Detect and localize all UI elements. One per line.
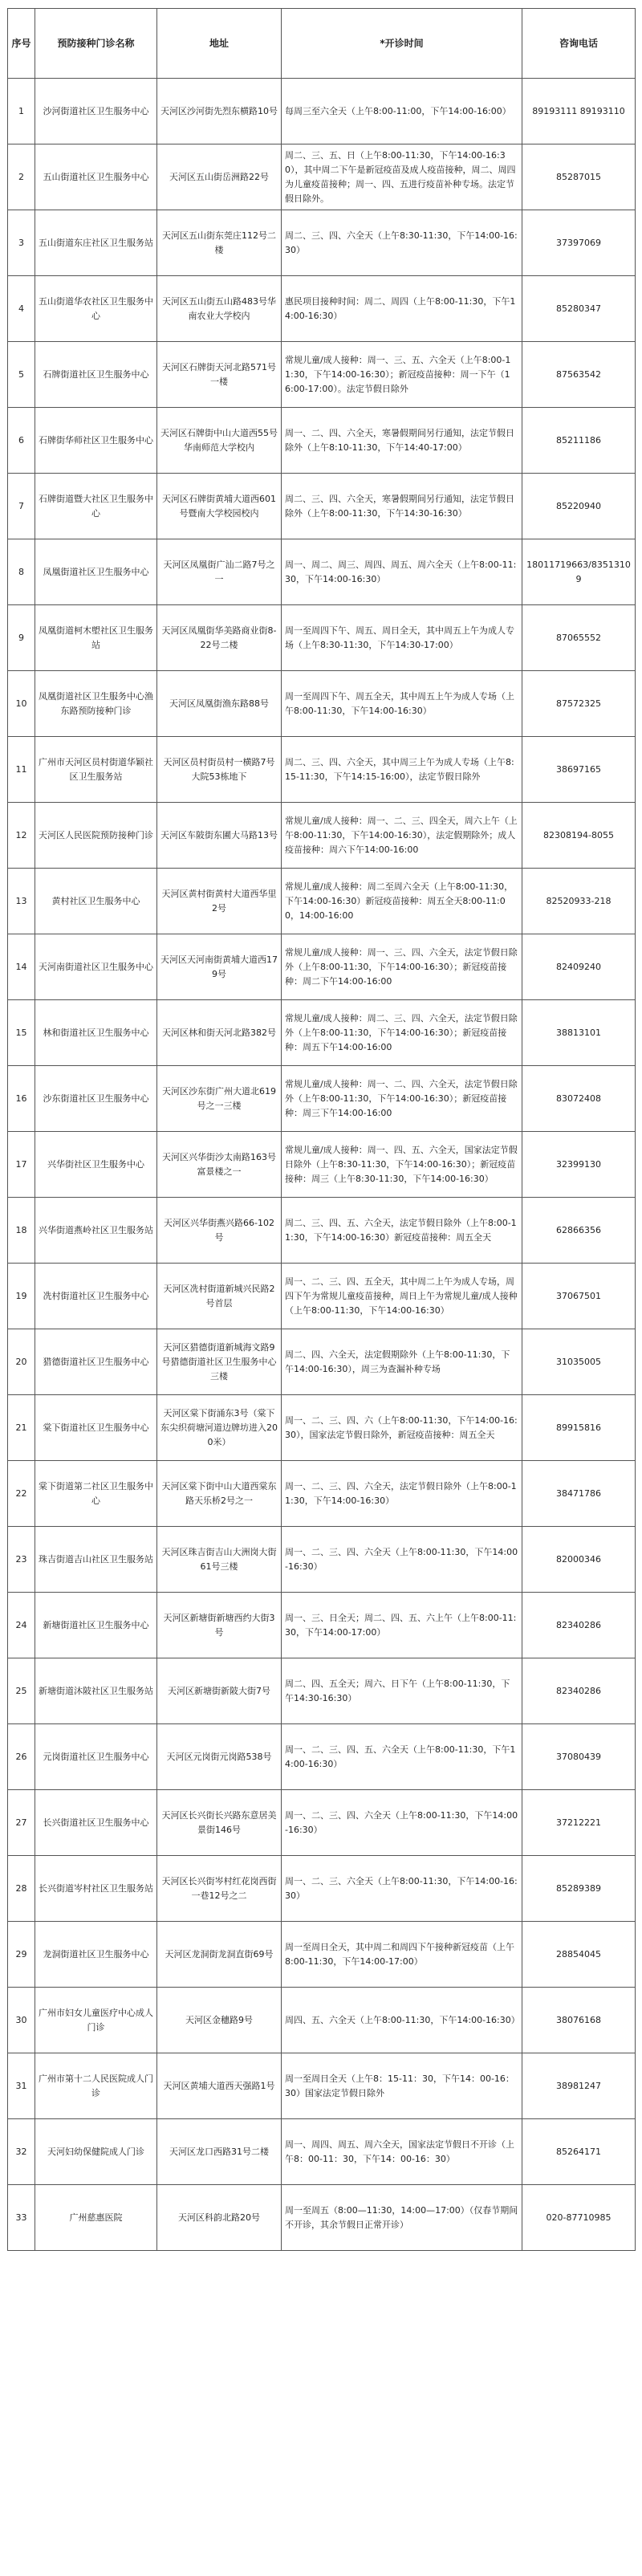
clinic-address: 天河区五山街岳洲路22号 — [157, 144, 282, 210]
row-index: 19 — [8, 1264, 35, 1329]
clinic-address: 天河区冼村街道新城兴民路2号首层 — [157, 1264, 282, 1329]
clinic-address: 天河区猎德街道新城海文路9号猎德街道社区卫生服务中心三楼 — [157, 1329, 282, 1395]
opening-hours: 周一、二、四、六全天，寒暑假期间另行通知，法定节假日除外（上午8:10-11:30，下午14:40-17:00） — [282, 408, 522, 474]
table-row — [8, 1790, 636, 1856]
table-row — [8, 144, 636, 210]
opening-hours: 周一、二、三、四、六全天，法定节假日除外（上午8:00-11:30，下午14:00-16:30） — [282, 1461, 522, 1527]
clinic-name: 长兴街道岑村社区卫生服务站 — [35, 1856, 157, 1922]
clinic-name: 凤凰街道社区卫生服务中心 — [35, 539, 157, 605]
table-row — [8, 1593, 636, 1658]
opening-hours: 周一、二、三、四、六全天（上午8:00-11:30，下午14:00-16:30） — [282, 1527, 522, 1593]
clinic-address: 天河区新塘街新塘西约大街3号 — [157, 1593, 282, 1658]
clinic-name: 凤凰街道柯木塱社区卫生服务站 — [35, 605, 157, 671]
clinic-address: 天河区五山街东莞庄112号二楼 — [157, 210, 282, 276]
clinic-address: 天河区金穗路9号 — [157, 1988, 282, 2053]
phone-number: 89915816 — [522, 1395, 636, 1461]
clinic-address: 天河区长兴街长兴路东意居美景街146号 — [157, 1790, 282, 1856]
row-index: 17 — [8, 1132, 35, 1198]
row-index: 29 — [8, 1922, 35, 1988]
phone-number: 85289389 — [522, 1856, 636, 1922]
table-row — [8, 408, 636, 474]
clinic-address: 天河区林和街天河北路382号 — [157, 1000, 282, 1066]
clinic-name: 天河南街道社区卫生服务中心 — [35, 934, 157, 1000]
phone-number: 87572325 — [522, 671, 636, 737]
clinic-address: 天河区棠下街中山大道西棠东路天乐桥2号之一 — [157, 1461, 282, 1527]
phone-number: 83072408 — [522, 1066, 636, 1132]
phone-number: 87065552 — [522, 605, 636, 671]
clinic-name: 沙东街道社区卫生服务中心 — [35, 1066, 157, 1132]
clinic-name: 凤凰街道社区卫生服务中心渔东路预防接种门诊 — [35, 671, 157, 737]
table-row — [8, 2119, 636, 2185]
header-index: 序号 — [8, 9, 35, 79]
phone-number: 18011719663/83513109 — [522, 539, 636, 605]
clinic-name: 珠吉街道吉山社区卫生服务站 — [35, 1527, 157, 1593]
row-index: 33 — [8, 2185, 35, 2251]
clinic-name: 棠下街道第二社区卫生服务中心 — [35, 1461, 157, 1527]
opening-hours: 常规儿童/成人接种：周一、二、三、四全天，周六上午（上午8:00-11:30，下午14:00-16:30），法定假期除外；成人疫苗接种：周六下午14:00-16:00 — [282, 803, 522, 869]
opening-hours: 周二、三、五、日（上午8:00-11:30，下午14:00-16:30），其中周二下午是新冠疫苗及成人疫苗接种，周二、周四为儿童疫苗接种；周一、四、五进行疫苗补种专场。法定节假日除外。 — [282, 144, 522, 210]
clinic-address: 天河区元岗街元岗路538号 — [157, 1724, 282, 1790]
clinic-address: 天河区车陂街东圃大马路13号 — [157, 803, 282, 869]
phone-number: 28854045 — [522, 1922, 636, 1988]
clinic-address: 天河区棠下街涌东3号（棠下东尖织荷塘河道边牌坊进入200米） — [157, 1395, 282, 1461]
opening-hours: 周二、三、四、六全天，其中周三上午为成人专场（上午8:15-11:30，下午14:15-16:00），法定节假日除外 — [282, 737, 522, 803]
row-index: 6 — [8, 408, 35, 474]
row-index: 31 — [8, 2053, 35, 2119]
table-row — [8, 1461, 636, 1527]
table-row — [8, 539, 636, 605]
clinic-address: 天河区天河南街黄埔大道西179号 — [157, 934, 282, 1000]
clinic-address: 天河区新塘街新陂大街7号 — [157, 1658, 282, 1724]
table-row — [8, 605, 636, 671]
opening-hours: 周一、二、三、四、五全天，其中周二上午为成人专场，周四下午为常规儿童疫苗接种，周日上午为常规儿童/成人接种（上午8:00-11:30，下午14:00-16:30） — [282, 1264, 522, 1329]
clinic-address: 天河区珠吉街吉山大洲岗大街61号三楼 — [157, 1527, 282, 1593]
opening-hours: 周四、五、六全天（上午8:00-11:30，下午14:00-16:30） — [282, 1988, 522, 2053]
table-row — [8, 1132, 636, 1198]
clinic-address: 天河区凤凰街华美路商业街8-22号二楼 — [157, 605, 282, 671]
phone-number: 82340286 — [522, 1658, 636, 1724]
vaccination-clinic-table-page — [7, 8, 635, 2251]
phone-number: 87563542 — [522, 342, 636, 408]
phone-number: 020-87710985 — [522, 2185, 636, 2251]
table-row — [8, 2053, 636, 2119]
phone-number: 82409240 — [522, 934, 636, 1000]
row-index: 27 — [8, 1790, 35, 1856]
opening-hours: 周一至周四下午、周五、周日全天，其中周五上午为成人专场（上午8:30-11:30，下午14:30-17:00） — [282, 605, 522, 671]
opening-hours: 周一、二、三、六全天（上午8:00-11:30，下午14:00-16:30） — [282, 1856, 522, 1922]
clinic-address: 天河区沙东街广州大道北619号之一三楼 — [157, 1066, 282, 1132]
clinic-name: 广州市天河区员村街道华颖社区卫生服务站 — [35, 737, 157, 803]
opening-hours: 周一、三、日全天；周二、四、五、六上午（上午8:00-11:30，下午14:00-17:00） — [282, 1593, 522, 1658]
opening-hours: 周二、三、四、六全天（上午8:30-11:30，下午14:00-16:30） — [282, 210, 522, 276]
phone-number: 38813101 — [522, 1000, 636, 1066]
opening-hours: 周二、四、五全天；周六、日下午（上午8:00-11:30，下午14:30-16:30） — [282, 1658, 522, 1724]
phone-number: 37212221 — [522, 1790, 636, 1856]
row-index: 5 — [8, 342, 35, 408]
row-index: 22 — [8, 1461, 35, 1527]
table-row — [8, 671, 636, 737]
row-index: 13 — [8, 869, 35, 934]
row-index: 4 — [8, 276, 35, 342]
phone-number: 38981247 — [522, 2053, 636, 2119]
table-row — [8, 1395, 636, 1461]
phone-number: 82000346 — [522, 1527, 636, 1593]
table-row — [8, 1724, 636, 1790]
row-index: 16 — [8, 1066, 35, 1132]
phone-number: 38076168 — [522, 1988, 636, 2053]
opening-hours: 常规儿童/成人接种：周二、三、四、六全天，法定节假日除外（上午8:00-11:30，下午14:00-16:30）；新冠疫苗接种：周五下午14:00-16:00 — [282, 1000, 522, 1066]
clinic-name: 天河妇幼保健院成人门诊 — [35, 2119, 157, 2185]
phone-number: 37067501 — [522, 1264, 636, 1329]
table-row — [8, 276, 636, 342]
clinic-name: 沙河街道社区卫生服务中心 — [35, 79, 157, 144]
opening-hours: 常规儿童/成人接种：周一、四、五、六全天，国家法定节假日除外（上午8:30-11:30，下午14:00-16:30）；新冠疫苗接种：周三（上午8:30-11:30，下午14:00-16:30） — [282, 1132, 522, 1198]
opening-hours: 周二、三、四、五、六全天，法定节假日除外（上午8:00-11:30，下午14:00-16:30）新冠疫苗接种：周五全天 — [282, 1198, 522, 1264]
phone-number: 38471786 — [522, 1461, 636, 1527]
clinic-name: 兴华街道燕岭社区卫生服务站 — [35, 1198, 157, 1264]
clinic-name: 五山街道东庄社区卫生服务站 — [35, 210, 157, 276]
clinic-address: 天河区兴华街沙太南路163号富景楼之一 — [157, 1132, 282, 1198]
table-row — [8, 1198, 636, 1264]
row-index: 12 — [8, 803, 35, 869]
vaccination-clinic-table — [7, 8, 636, 2251]
table-row — [8, 1066, 636, 1132]
clinic-name: 林和街道社区卫生服务中心 — [35, 1000, 157, 1066]
clinic-name: 新塘街道社区卫生服务中心 — [35, 1593, 157, 1658]
row-index: 3 — [8, 210, 35, 276]
table-row — [8, 474, 636, 539]
clinic-address: 天河区科韵北路20号 — [157, 2185, 282, 2251]
table-row — [8, 342, 636, 408]
clinic-name: 广州市第十二人民医院成人门诊 — [35, 2053, 157, 2119]
phone-number: 31035005 — [522, 1329, 636, 1395]
clinic-address: 天河区龙洞街龙洞直街69号 — [157, 1922, 282, 1988]
clinic-name: 兴华街社区卫生服务中心 — [35, 1132, 157, 1198]
opening-hours: 周一至周四下午、周五全天，其中周五上午为成人专场（上午8:00-11:30，下午14:00-16:30） — [282, 671, 522, 737]
phone-number: 37397069 — [522, 210, 636, 276]
opening-hours: 常规儿童/成人接种：周一、二、四、六全天，法定节假日除外（上午8:00-11:30，下午14:00-16:30）；新冠疫苗接种：周三下午14:00-16:00 — [282, 1066, 522, 1132]
table-row — [8, 737, 636, 803]
clinic-address: 天河区石牌街天河北路571号一楼 — [157, 342, 282, 408]
clinic-address: 天河区凤凰街广汕二路7号之一 — [157, 539, 282, 605]
row-index: 25 — [8, 1658, 35, 1724]
row-index: 32 — [8, 2119, 35, 2185]
table-row — [8, 1264, 636, 1329]
phone-number: 85264171 — [522, 2119, 636, 2185]
table-row — [8, 869, 636, 934]
opening-hours: 周一至周日全天，其中周二和周四下午接种新冠疫苗（上午8:00-11:30，下午14:00-17:00） — [282, 1922, 522, 1988]
clinic-address: 天河区凤凰街渔东路88号 — [157, 671, 282, 737]
clinic-name: 龙洞街道社区卫生服务中心 — [35, 1922, 157, 1988]
clinic-name: 元岗街道社区卫生服务中心 — [35, 1724, 157, 1790]
row-index: 30 — [8, 1988, 35, 2053]
clinic-name: 石牌街道暨大社区卫生服务中心 — [35, 474, 157, 539]
phone-number: 82340286 — [522, 1593, 636, 1658]
clinic-name: 冼村街道社区卫生服务中心 — [35, 1264, 157, 1329]
row-index: 26 — [8, 1724, 35, 1790]
table-row — [8, 210, 636, 276]
opening-hours: 周一、周四、周五、周六全天，国家法定节假日不开诊（上午8：00-11：30，下午14：00-16：30） — [282, 2119, 522, 2185]
opening-hours: 周二、四、六全天，法定假期除外（上午8:00-11:30，下午14:00-16:30），周三为查漏补种专场 — [282, 1329, 522, 1395]
phone-number: 85211186 — [522, 408, 636, 474]
clinic-name: 天河区人民医院预防接种门诊 — [35, 803, 157, 869]
table-row — [8, 1329, 636, 1395]
table-row — [8, 1000, 636, 1066]
header-opening-hours: *开诊时间 — [282, 9, 522, 79]
opening-hours: 周二、三、四、六全天，寒暑假期间另行通知，法定节假日除外（上午8:00-11:30，下午14:30-16:30） — [282, 474, 522, 539]
clinic-name: 长兴街道社区卫生服务中心 — [35, 1790, 157, 1856]
opening-hours: 周一、二、三、四、六（上午8:00-11:30，下午14:00-16:30），国家法定节假日除外，新冠疫苗接种：周五全天 — [282, 1395, 522, 1461]
clinic-name: 广州慈惠医院 — [35, 2185, 157, 2251]
row-index: 18 — [8, 1198, 35, 1264]
row-index: 20 — [8, 1329, 35, 1395]
clinic-address: 天河区黄埔大道西天强路1号 — [157, 2053, 282, 2119]
clinic-name: 石牌街华师社区卫生服务中心 — [35, 408, 157, 474]
row-index: 23 — [8, 1527, 35, 1593]
clinic-address: 天河区黄村街黄村大道西华里2号 — [157, 869, 282, 934]
opening-hours: 周一、二、三、四、五、六全天（上午8:00-11:30，下午14:00-16:30） — [282, 1724, 522, 1790]
clinic-name: 黄村社区卫生服务中心 — [35, 869, 157, 934]
table-row — [8, 1988, 636, 2053]
clinic-name: 棠下街道社区卫生服务中心 — [35, 1395, 157, 1461]
clinic-address: 天河区石牌街黄埔大道西601号暨南大学校园校内 — [157, 474, 282, 539]
clinic-address: 天河区沙河街先烈东横路10号 — [157, 79, 282, 144]
row-index: 10 — [8, 671, 35, 737]
table-row — [8, 1856, 636, 1922]
clinic-address: 天河区兴华街燕兴路66-102号 — [157, 1198, 282, 1264]
phone-number: 62866356 — [522, 1198, 636, 1264]
opening-hours: 周一、周二、周三、周四、周五、周六全天（上午8:00-11:30，下午14:00-16:30） — [282, 539, 522, 605]
table-row — [8, 934, 636, 1000]
table-body — [8, 79, 636, 2251]
opening-hours: 周一至周日全天（上午8：15-11：30，下午14：00-16：30）国家法定节假日除外 — [282, 2053, 522, 2119]
row-index: 21 — [8, 1395, 35, 1461]
row-index: 7 — [8, 474, 35, 539]
opening-hours: 常规儿童/成人接种：周二至周六全天（上午8:00-11:30，下午14:00-16:30）新冠疫苗接种：周五全天8:00-11:00，14:00-16:00 — [282, 869, 522, 934]
table-row — [8, 1922, 636, 1988]
row-index: 15 — [8, 1000, 35, 1066]
opening-hours: 每周三至六全天（上午8:00-11:00，下午14:00-16:00） — [282, 79, 522, 144]
clinic-address: 天河区石牌街中山大道西55号华南师范大学校内 — [157, 408, 282, 474]
row-index: 14 — [8, 934, 35, 1000]
row-index: 1 — [8, 79, 35, 144]
opening-hours: 惠民项目接种时间：周二、周四（上午8:00-11:30，下午14:00-16:30） — [282, 276, 522, 342]
clinic-name: 五山街道华农社区卫生服务中心 — [35, 276, 157, 342]
clinic-name: 石牌街道社区卫生服务中心 — [35, 342, 157, 408]
phone-number: 85220940 — [522, 474, 636, 539]
opening-hours: 常规儿童/成人接种：周一、三、五、六全天（上午8:00-11:30，下午14:00-16:30）；新冠疫苗接种：周一下午（16:00-17:00）。法定节假日除外 — [282, 342, 522, 408]
clinic-address: 天河区龙口西路31号二楼 — [157, 2119, 282, 2185]
table-row — [8, 79, 636, 144]
clinic-name: 新塘街道沐陂社区卫生服务站 — [35, 1658, 157, 1724]
table-row — [8, 1527, 636, 1593]
phone-number: 89193111 89193110 — [522, 79, 636, 144]
opening-hours: 周一至周五（8:00—11:30，14:00—17:00）（仅春节期间不开诊，其余节假日正常开诊） — [282, 2185, 522, 2251]
row-index: 11 — [8, 737, 35, 803]
table-row — [8, 2185, 636, 2251]
row-index: 24 — [8, 1593, 35, 1658]
phone-number: 32399130 — [522, 1132, 636, 1198]
header-address: 地址 — [157, 9, 282, 79]
phone-number: 85287015 — [522, 144, 636, 210]
phone-number: 82520933-218 — [522, 869, 636, 934]
clinic-address: 天河区长兴街岑村红花岗西街一巷12号之二 — [157, 1856, 282, 1922]
clinic-address: 天河区员村街员村一横路7号大院53栋地下 — [157, 737, 282, 803]
opening-hours: 周一、二、三、四、六全天（上午8:00-11:30，下午14:00-16:30） — [282, 1790, 522, 1856]
phone-number: 37080439 — [522, 1724, 636, 1790]
phone-number: 82308194-8055 — [522, 803, 636, 869]
row-index: 8 — [8, 539, 35, 605]
row-index: 2 — [8, 144, 35, 210]
clinic-address: 天河区五山街五山路483号华南农业大学校内 — [157, 276, 282, 342]
table-header-row — [8, 9, 636, 79]
phone-number: 85280347 — [522, 276, 636, 342]
opening-hours: 常规儿童/成人接种：周一、三、四、六全天，法定节假日除外（上午8:00-11:30，下午14:00-16:30）；新冠疫苗接种：周二下午14:00-16:00 — [282, 934, 522, 1000]
row-index: 28 — [8, 1856, 35, 1922]
clinic-name: 五山街道社区卫生服务中心 — [35, 144, 157, 210]
row-index: 9 — [8, 605, 35, 671]
clinic-name: 广州市妇女儿童医疗中心成人门诊 — [35, 1988, 157, 2053]
table-row — [8, 1658, 636, 1724]
header-phone: 咨询电话 — [522, 9, 636, 79]
header-clinic-name: 预防接种门诊名称 — [35, 9, 157, 79]
phone-number: 38697165 — [522, 737, 636, 803]
table-row — [8, 803, 636, 869]
clinic-name: 猎德街道社区卫生服务中心 — [35, 1329, 157, 1395]
